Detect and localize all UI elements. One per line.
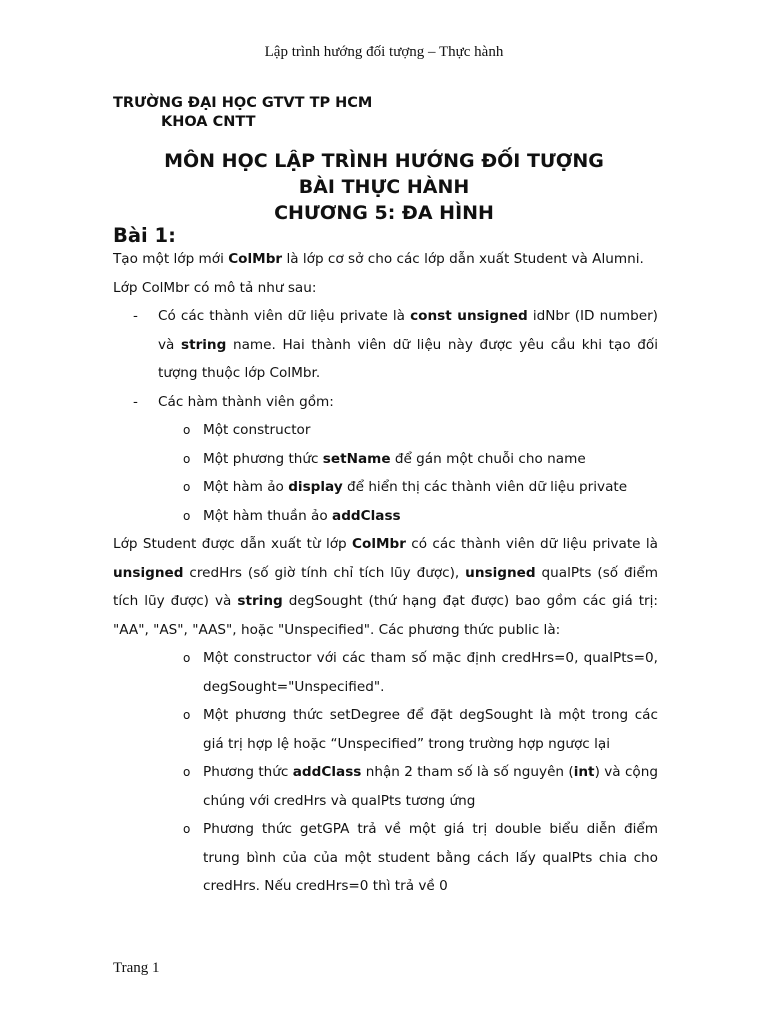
bold-text: string (180, 336, 227, 353)
bold-text: addClass (332, 507, 401, 524)
chapter-title: CHƯƠNG 5: ĐA HÌNH (274, 202, 494, 224)
course-title: MÔN HỌC LẬP TRÌNH HƯỚNG ĐỐI TƯỢNG (164, 150, 604, 172)
bold-text: addClass (292, 764, 362, 780)
bullet-item-display (113, 473, 658, 502)
bullet-item-constructor (113, 416, 658, 445)
text: để gán một chuỗi cho name (390, 450, 586, 467)
bold-text: ColMbr (228, 251, 283, 267)
document-body (113, 245, 658, 901)
text: Một hàm thuần ảo (203, 507, 333, 524)
text: có các thành viên dữ liệu private là (405, 536, 658, 552)
bold-text: const unsigned (410, 308, 528, 324)
circle-bullet-icon: o (183, 708, 191, 722)
dash-item-data-members (113, 302, 658, 388)
circle-bullet-icon: o (183, 651, 191, 665)
bold-text: unsigned (113, 564, 184, 581)
department-name: KHOA CNTT (161, 114, 256, 130)
text: Có các thành viên dữ liệu private là (158, 308, 411, 324)
text: Các hàm thành viên gồm: (158, 393, 334, 410)
paragraph-intro (113, 245, 658, 274)
text: degSought (thứ hạng đạt được) bao gồm các giá trị: "AA", "AS", "AAS", hoặc "Unspecified". Các phương thức public là: (113, 593, 658, 638)
circle-bullet-icon: o (183, 822, 191, 836)
bullet-item-setname (113, 445, 658, 474)
text: credHrs (số giờ tính chỉ tích lũy được), (183, 564, 466, 581)
text: Một constructor (203, 422, 311, 438)
text: Tạo một lớp mới (113, 251, 229, 267)
circle-bullet-icon: o (183, 480, 191, 494)
page-header: Lập trình hướng đối tượng – Thực hành (264, 44, 504, 60)
school-block (113, 94, 372, 132)
bullet-item-addclass (113, 502, 658, 531)
dash-marker: - (133, 393, 138, 410)
page-number: Trang 1 (113, 960, 160, 976)
circle-bullet-icon: o (183, 423, 191, 437)
circle-bullet-icon: o (183, 451, 191, 466)
text: Một constructor với các tham số mặc định credHrs=0, qualPts=0, degSought="Unspecified". (203, 650, 658, 695)
bold-text: ColMbr (352, 536, 406, 552)
bold-text: string (237, 593, 283, 609)
bold-text: setName (322, 450, 391, 467)
text: qualPts (số điểm tích lũy được) và (113, 564, 659, 609)
paragraph-colmbr: Lớp ColMbr có mô tả như sau: (113, 279, 317, 296)
text: name. Hai thành viên dữ liệu này được yêu cầu khi tạo đối tượng thuộc lớp ColMbr. (158, 336, 658, 381)
text: ) và cộng chúng với credHrs và qualPts tương ứng (203, 764, 658, 809)
bullet-item-getgpa (113, 815, 658, 901)
text: Phương thức getGPA trả về một giá trị double biểu diễn điểm trung bình của của một student bằng cách lấy qualPts chia cho credHrs. Nếu credHrs=0 thì trả về 0 (203, 821, 658, 894)
exercise-heading: Bài 1: (113, 224, 176, 247)
bullet-item-student-addclass (113, 758, 658, 815)
practice-title: BÀI THỰC HÀNH (298, 176, 470, 198)
text: Một phương thức setDegree để đặt degSought là một trong các giá trị hợp lệ hoặc “Unspecified” trong trường hợp ngược lại (203, 707, 658, 752)
text: Một hàm ảo (203, 479, 289, 495)
text: là lớp cơ sở cho các lớp dẫn xuất Student và Alumni. (282, 251, 644, 267)
circle-bullet-icon: o (183, 508, 191, 523)
school-name: TRƯỜNG ĐẠI HỌC GTVT TP HCM (113, 95, 373, 111)
text: để hiển thị các thành viên dữ liệu private (342, 479, 628, 495)
circle-bullet-icon: o (183, 765, 191, 779)
dash-item-member-functions (113, 388, 658, 417)
paragraph-student (113, 530, 658, 644)
bullet-item-student-constructor (113, 644, 658, 701)
bullet-item-setdegree (113, 701, 658, 758)
text: idNbr (ID number) và (158, 308, 658, 353)
text: Phương thức (203, 764, 293, 780)
text: Lớp Student được dẫn xuất từ lớp (113, 536, 353, 552)
dash-marker: - (133, 308, 138, 324)
bold-text: unsigned (465, 564, 536, 581)
bold-text: int (573, 764, 595, 780)
text: nhận 2 tham số là số nguyên ( (361, 764, 574, 780)
text: Một phương thức (203, 450, 323, 467)
title-block (0, 148, 768, 226)
bold-text: display (288, 479, 343, 495)
